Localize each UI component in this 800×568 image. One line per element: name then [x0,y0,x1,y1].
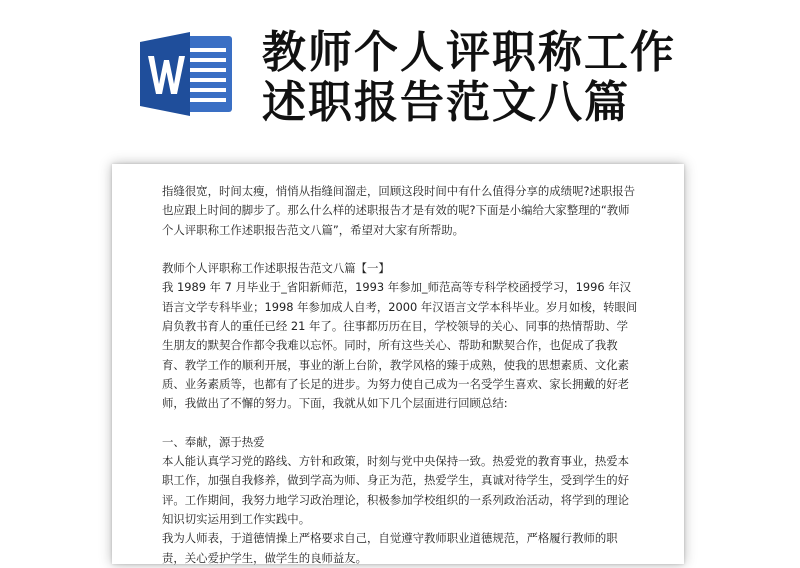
header [0,0,800,160]
document-body [162,182,638,568]
paragraph-spacer [162,240,638,259]
paragraph-spacer [162,414,638,433]
subheading: 一、奉献，源于热爱 [162,434,265,449]
body-paragraph: 我为人师表，于道德情操上严格要求自己，自觉遵守教师职业道德规范，严格履行教师的职责，关心爱护学生，做学生的良师益友。 [162,531,618,565]
body-paragraph: 我 1989 年 7 月毕业于_省阳新师范，1993 年参加_师范高等专科学校函授学习，1996 年汉语言文学专科毕业；1998 年参加成人自考，2000 年汉语言文学本科毕业。岁月如梭，转眼间肩负教书育人的重任已经 21 年了。往事都历历在目，学校领导的关心、同事的热情帮助、学生朋友的默契合作都令我难以忘怀。同时，所有这些关心、帮助和默契合作，也促成了我教育、教学工作的顺利开展，事业的渐上台阶，教学风格的臻于成熟，使我的思想素质、文化素质、业务素质等，也都有了长足的进步。为努力使自己成为一名受学生喜欢、家长拥戴的好老师，我做出了不懈的努力。下面，我就从如下几个层面进行回顾总结: [162,280,638,411]
intro-paragraph: 指缝很宽，时间太瘦，悄悄从指缝间溜走，回顾这段时间中有什么值得分享的成绩呢?述职报告也应跟上时间的脚步了。那么什么样的述职报告才是有效的呢?下面是小编给大家整理的“教师个人评职称工作述职报告范文八篇”，希望对大家有所帮助。 [162,184,636,237]
title-line-1: 教师个人评职称工作 [262,27,676,78]
body-paragraph: 本人能认真学习党的路线、方针和政策，时刻与党中央保持一致。热爱党的教育事业，热爱本职工作，加强自我修养，做到学高为师、身正为范，热爱学生，真诚对待学生，受到学生的好评。工作期间，我努力地学习政治理论，积极参加学校组织的一系列政治活动，将学到的理论知识切实运用到工作实践中。 [162,454,630,527]
section-heading: 教师个人评职称工作述职报告范文八篇【一】 [162,261,390,276]
title-line-2: 述职报告范文八篇 [262,77,630,128]
microsoft-word-icon [140,30,236,118]
document-title [262,28,782,128]
document-page [112,164,684,564]
